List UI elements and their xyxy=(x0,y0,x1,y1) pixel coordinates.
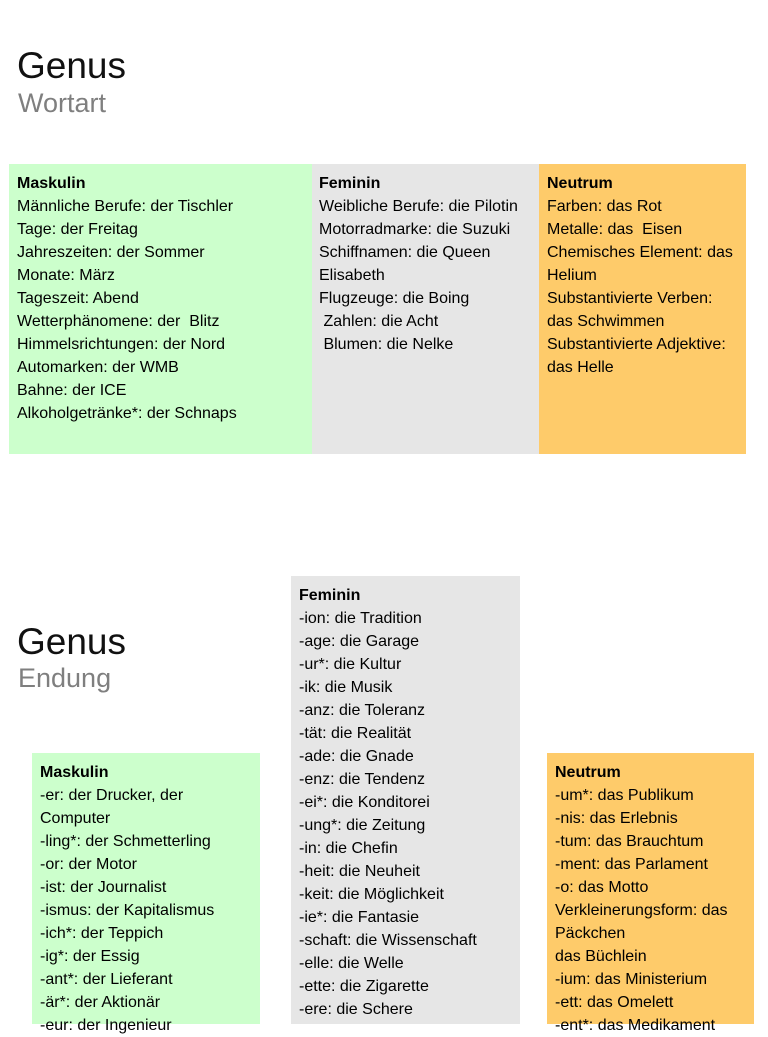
list-item: Monate: März xyxy=(17,267,115,284)
list-item: Weibliche Berufe: die Pilotin xyxy=(319,198,518,215)
list-item: -ig*: der Essig xyxy=(40,948,140,965)
list-item: -ade: die Gnade xyxy=(299,748,414,765)
list-item: Substantivierte Verben: das Schwimmen xyxy=(547,290,717,330)
list-item: -enz: die Tendenz xyxy=(299,771,426,788)
list-item: -o: das Motto xyxy=(555,879,649,896)
list-item: -in: die Chefin xyxy=(299,840,398,857)
list-item: -ik: die Musik xyxy=(299,679,393,696)
section1-feminin-list xyxy=(319,195,531,356)
section1-feminin-heading: Feminin xyxy=(319,175,381,192)
list-item: Bahne: der ICE xyxy=(17,382,127,399)
list-item: Automarken: der WMB xyxy=(17,359,179,376)
list-item: -ett: das Omelett xyxy=(555,994,674,1011)
list-item: Metalle: das Eisen xyxy=(547,221,683,238)
list-item: -tum: das Brauchtum xyxy=(555,833,704,850)
section2-neutrum-heading: Neutrum xyxy=(555,764,621,781)
list-item: -ei*: die Konditorei xyxy=(299,794,430,811)
section1-maskulin-heading: Maskulin xyxy=(17,175,86,192)
list-item: -keit: die Möglichkeit xyxy=(299,886,444,903)
list-item: -er: der Drucker, der Computer xyxy=(40,787,188,827)
section1-neutrum-heading: Neutrum xyxy=(547,175,613,192)
list-item: -eur: der Ingenieur xyxy=(40,1017,172,1034)
section2-subtitle: Endung xyxy=(18,663,112,693)
section1-feminin-box xyxy=(312,164,539,454)
section2-feminin-heading: Feminin xyxy=(299,587,361,604)
list-item: -ion: die Tradition xyxy=(299,610,422,627)
section2-neutrum-box xyxy=(547,753,754,1034)
list-item: Chemisches Element: das Helium xyxy=(547,244,738,284)
list-item: Verkleinerungsform: das Päckchen xyxy=(555,902,732,942)
list-item: Flugzeuge: die Boing xyxy=(319,290,470,307)
list-item: -ie*: die Fantasie xyxy=(299,909,420,926)
list-item: -um*: das Publikum xyxy=(555,787,694,804)
list-item: Tage: der Freitag xyxy=(17,221,138,238)
list-item: -ere: die Schere xyxy=(299,1001,413,1018)
list-item: Männliche Berufe: der Tischler xyxy=(17,198,234,215)
section1-neutrum-box xyxy=(539,164,746,454)
list-item: -ur*: die Kultur xyxy=(299,656,402,673)
list-item: Tageszeit: Abend xyxy=(17,290,139,307)
list-item: Blumen: die Nelke xyxy=(319,336,454,353)
section2-maskulin-heading: Maskulin xyxy=(40,764,109,781)
section1-neutrum-list xyxy=(547,195,738,379)
list-item: -ant*: der Lieferant xyxy=(40,971,173,988)
list-item: -or: der Motor xyxy=(40,856,137,873)
list-item: Farben: das Rot xyxy=(547,198,662,215)
list-item: -ismus: der Kapitalismus xyxy=(40,902,215,919)
list-item: Jahreszeiten: der Sommer xyxy=(17,244,205,261)
section2-feminin-box xyxy=(291,576,520,1024)
list-item: -ist: der Journalist xyxy=(40,879,167,896)
list-item: -nis: das Erlebnis xyxy=(555,810,678,827)
list-item: -ium: das Ministerium xyxy=(555,971,708,988)
list-item: Zahlen: die Acht xyxy=(319,313,439,330)
list-item: Wetterphänomene: der Blitz xyxy=(17,313,220,330)
section2-neutrum-list xyxy=(555,784,746,1037)
section1-maskulin-box xyxy=(9,164,312,454)
section2-feminin-list xyxy=(299,607,512,1021)
section2-maskulin-box xyxy=(32,753,260,1034)
list-item: Schiffnamen: die Queen Elisabeth xyxy=(319,244,495,284)
section1-title: Genus xyxy=(17,45,127,86)
list-item: -schaft: die Wissenschaft xyxy=(299,932,477,949)
list-item: Himmelsrichtungen: der Nord xyxy=(17,336,226,353)
list-item: -ich*: der Teppich xyxy=(40,925,164,942)
list-item: -heit: die Neuheit xyxy=(299,863,420,880)
list-item: -age: die Garage xyxy=(299,633,420,650)
list-item: -är*: der Aktionär xyxy=(40,994,161,1011)
list-item: -anz: die Toleranz xyxy=(299,702,425,719)
list-item: Motorradmarke: die Suzuki xyxy=(319,221,511,238)
list-item: Alkoholgetränke*: der Schnaps xyxy=(17,405,237,422)
section1-subtitle: Wortart xyxy=(18,88,107,118)
section2-maskulin-list xyxy=(40,784,252,1037)
list-item: -ette: die Zigarette xyxy=(299,978,429,995)
list-item: Substantivierte Adjektive: das Helle xyxy=(547,336,731,376)
list-item: -elle: die Welle xyxy=(299,955,404,972)
list-item: -ling*: der Schmetterling xyxy=(40,833,211,850)
list-item: -ung*: die Zeitung xyxy=(299,817,426,834)
section2-title: Genus xyxy=(17,621,127,662)
list-item: das Büchlein xyxy=(555,948,647,965)
list-item: -ment: das Parlament xyxy=(555,856,708,873)
section1-maskulin-list xyxy=(17,195,304,425)
list-item: -ent*: das Medikament xyxy=(555,1017,716,1034)
list-item: -tät: die Realität xyxy=(299,725,412,742)
